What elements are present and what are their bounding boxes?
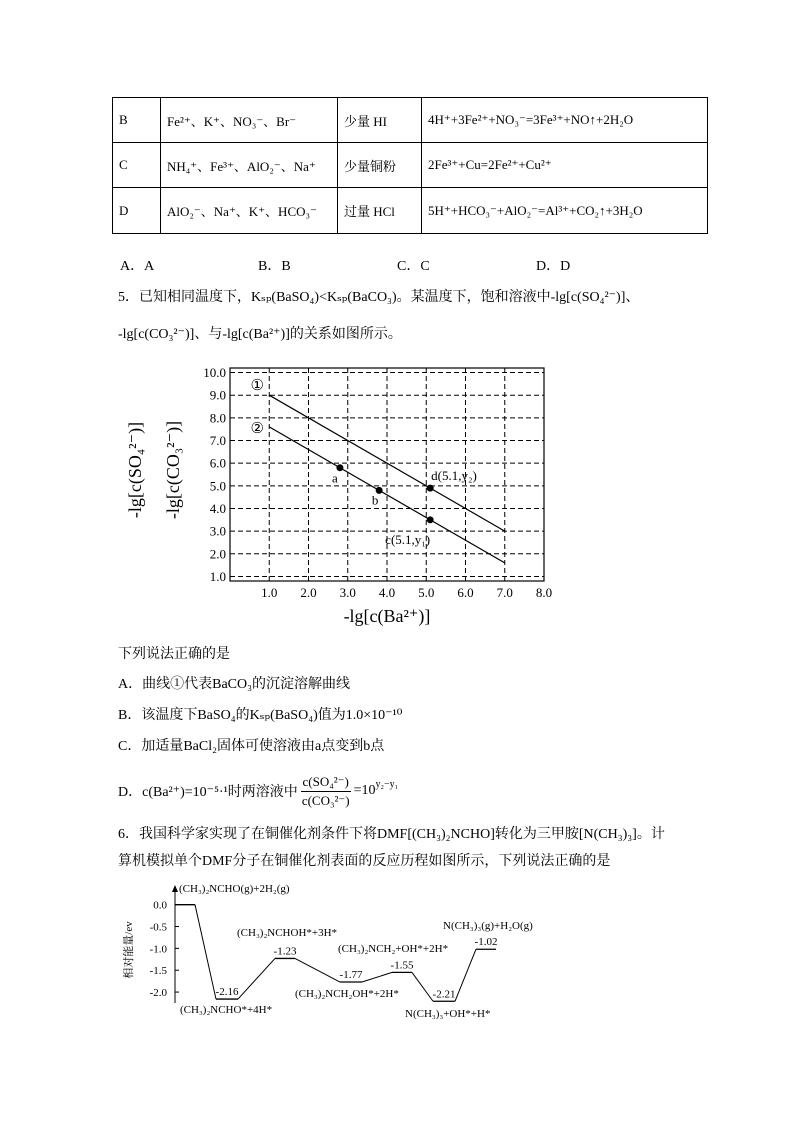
choice-c: C．C	[397, 259, 430, 274]
equation-cell: 4H⁺+3Fe²⁺+NO₃⁻=3Fe³⁺+NO↑+2H₂O	[422, 98, 708, 143]
state-label: (CH₃)₂NCHOH*+3H*	[237, 927, 338, 939]
energy-value-label: -2.21	[432, 988, 456, 1001]
x-axis-title: -lg[c(Ba²⁺)]	[343, 606, 431, 626]
x-tick-label: 6.0	[457, 585, 474, 600]
energy-connector	[238, 958, 275, 999]
x-tick-label: 8.0	[535, 585, 553, 600]
y-tick-label: 0.0	[153, 899, 167, 912]
x-tick-label: 1.0	[261, 585, 278, 600]
x-tick-label: 3.0	[339, 585, 356, 600]
y-axis-title: 相对能量/ev	[123, 921, 135, 979]
table-row	[113, 188, 708, 234]
y-tick-label: 4.0	[209, 500, 226, 516]
option-letter-cell: B	[113, 98, 161, 143]
y-tick-label: 1.0	[209, 568, 226, 584]
x-tick-label: 2.0	[300, 585, 317, 600]
energy-connector	[195, 905, 216, 999]
x-tick-label: 7.0	[496, 585, 513, 600]
point-label: c(5.1,y₁)	[385, 531, 431, 547]
y-tick-label: 2.0	[209, 546, 226, 562]
y-tick-label: -1.5	[149, 965, 167, 978]
data-point	[427, 485, 434, 492]
energy-profile-diagram	[118, 878, 558, 1023]
y-axis-title: -lg[c(SO₄²⁻)]	[125, 421, 145, 519]
state-label: (CH₃)₂NCHO*+4H*	[180, 1004, 273, 1016]
y-tick-label: -0.5	[149, 921, 167, 934]
reagent-cell: 少量铜粉	[338, 143, 422, 188]
table-row	[113, 143, 708, 188]
equation-cell: 2Fe³⁺+Cu=2Fe²⁺+Cu²⁺	[422, 143, 708, 188]
choice-b: B．B	[258, 259, 291, 274]
y-tick-label: 5.0	[209, 478, 226, 494]
solubility-chart	[110, 360, 560, 632]
q5-prompt: 下列说法正确的是	[118, 647, 230, 662]
energy-value-label: -1.23	[273, 945, 297, 958]
energy-value-label: -2.16	[215, 986, 239, 999]
state-label: N(CH₃)₃+OH*+H*	[405, 1008, 491, 1020]
y-tick-label: 6.0	[209, 455, 226, 471]
choice-a: A．A	[120, 259, 155, 274]
concentration-ratio-fraction	[300, 774, 352, 809]
option-table	[112, 97, 708, 234]
energy-value-label: -1.77	[339, 969, 363, 982]
reagent-cell: 少量 HI	[338, 98, 422, 143]
table-row	[113, 98, 708, 143]
state-label: (CH₃)₂NCH₂OH*+2H*	[295, 988, 399, 1000]
y-axis-arrow-icon	[172, 885, 178, 892]
q5-option-d	[118, 771, 398, 811]
energy-connector	[295, 958, 340, 982]
q6-stem-line2: 算机模拟单个DMF分子在铜催化剂表面的反应历程如图所示，下列说法正确的是	[118, 854, 611, 869]
q5-option-a: A．曲线①代表BaCO₃的沉淀溶解曲线	[118, 677, 350, 692]
equation-cell: 5H⁺+HCO₃⁻+AlO₂⁻=Al³⁺+CO₂↑+3H₂O	[422, 188, 708, 234]
x-tick-label: 5.0	[418, 585, 435, 600]
y-tick-label: 8.0	[209, 410, 226, 426]
y-tick-label: 10.0	[203, 365, 226, 381]
series-label-1: ①	[250, 376, 264, 395]
fraction-denominator: c(CO₃²⁻)	[301, 792, 350, 808]
y-tick-label: -2.0	[149, 987, 167, 1000]
ions-cell: NH₄⁺、Fe³⁺、AlO₂⁻、Na⁺	[161, 143, 338, 188]
series-label-2: ②	[250, 418, 264, 437]
y-axis-title: -lg[c(CO₃²⁻)]	[163, 420, 183, 520]
y-tick-label: 3.0	[209, 523, 226, 539]
energy-connector	[412, 972, 433, 1001]
energy-value-label: -1.02	[474, 936, 498, 949]
y-tick-label: 9.0	[209, 387, 226, 403]
q5-option-b: B．该温度下BaSO₄的Kₛₚ(BaSO₄)值为1.0×10⁻¹⁰	[118, 708, 403, 723]
point-label: b	[371, 492, 379, 508]
q5-option-d-prefix: D．c(Ba²⁺)=10⁻⁵·¹时两溶液中	[118, 785, 298, 800]
data-point	[427, 516, 434, 523]
state-label: (CH₃)₂NCH₂+OH*+2H*	[338, 943, 449, 955]
power-exponent: y₂−y₁	[375, 778, 399, 790]
q5-option-c: C．加适量BaCl₂固体可使溶液由a点变到b点	[118, 739, 385, 754]
energy-connector	[362, 972, 392, 982]
q5-stem-line1: 5．已知相同温度下，Kₛₚ(BaSO₄)<Kₛₚ(BaCO₃)。某温度下，饱和溶液中-lg[c(SO₄²⁻)]、	[118, 290, 640, 305]
choice-d: D．D	[536, 259, 571, 274]
q5-stem-line2: -lg[c(CO₃²⁻)]、与-lg[c(Ba²⁺)]的关系如图所示。	[118, 327, 402, 342]
ions-cell: Fe²⁺、K⁺、NO₃⁻、Br⁻	[161, 98, 338, 143]
energy-value-label: -1.55	[390, 959, 414, 972]
y-tick-label: -1.0	[149, 943, 167, 956]
reagent-cell: 过量 HCl	[338, 188, 422, 234]
ions-cell: AlO₂⁻、Na⁺、K⁺、HCO₃⁻	[161, 188, 338, 234]
state-label: N(CH₃)₃(g)+H₂O(g)	[443, 920, 533, 932]
point-label: a	[332, 470, 338, 486]
point-label: d(5.1,y₂)	[431, 468, 477, 484]
energy-connector	[455, 949, 476, 1001]
y-tick-label: 7.0	[209, 433, 226, 449]
state-label: (CH₃)₂NCHO(g)+2H₂(g)	[179, 883, 290, 895]
fraction-equals: =10	[353, 783, 376, 798]
q6-stem-line1: 6．我国科学家实现了在铜催化剂条件下将DMF[(CH₃)₂NCHO]转化为三甲胺[N(CH₃)₃]。计	[118, 827, 665, 842]
x-tick-label: 4.0	[378, 585, 396, 600]
option-letter-cell: D	[113, 188, 161, 234]
option-letter-cell: C	[113, 143, 161, 188]
fraction-numerator: c(SO₄²⁻)	[301, 774, 351, 792]
